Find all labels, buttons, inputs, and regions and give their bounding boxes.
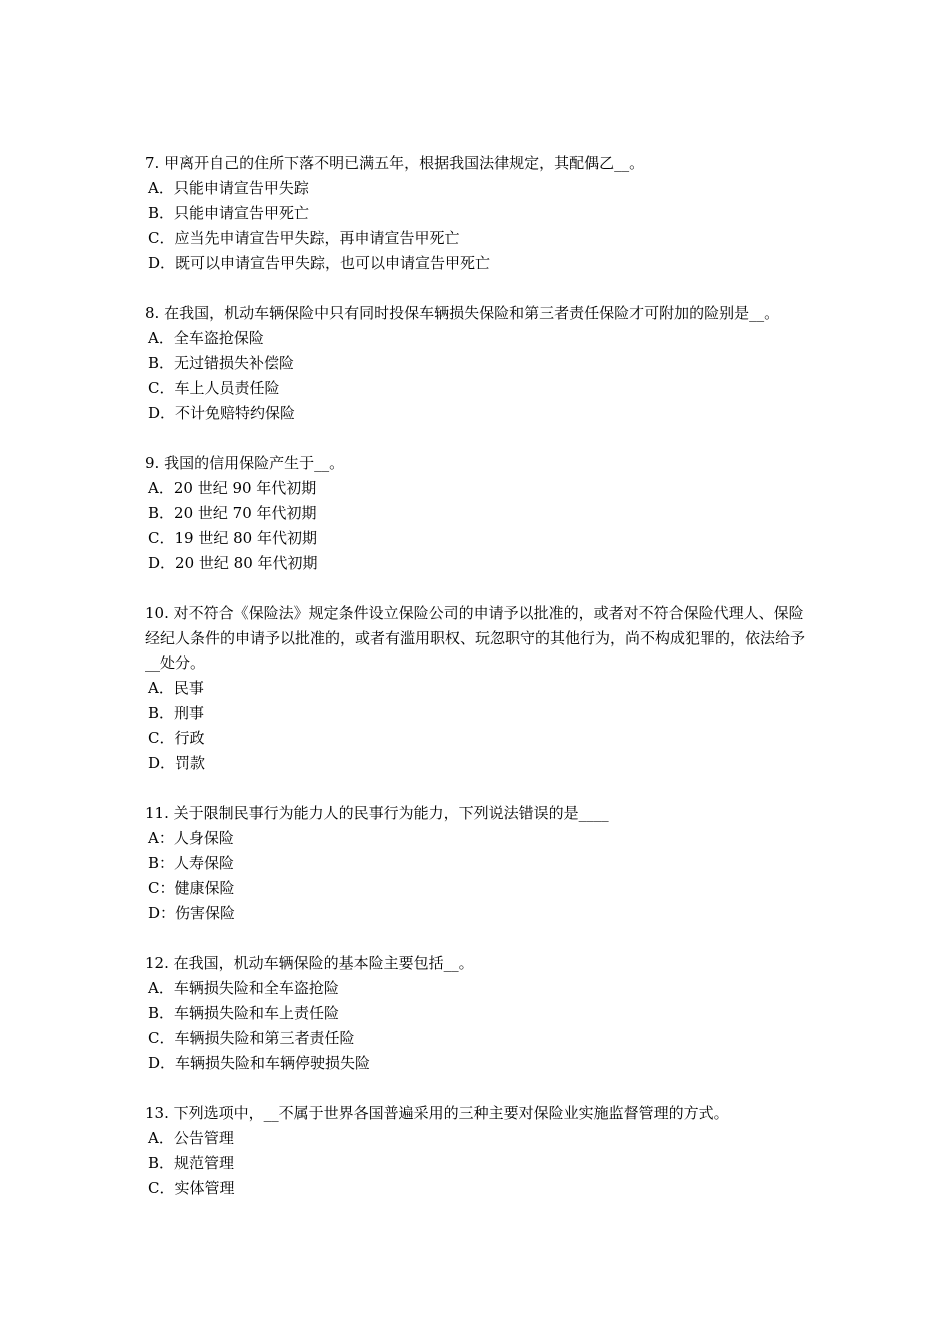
question-9 [145,451,815,576]
question-7 [145,151,815,276]
option-a: A．只能申请宣告甲失踪 [148,179,309,197]
option-c: C．实体管理 [148,1179,235,1197]
option-d: D．车辆损失险和车辆停驶损失险 [148,1054,371,1072]
question-stem: 10. 对不符合《保险法》规定条件设立保险公司的申请予以批准的，或者对不符合保险代理人、保险经纪人条件的申请予以批准的，或者有滥用职权、玩忽职守的其他行为，尚不构成犯罪的，依法给予__处分。 [145,604,806,672]
option-d: D：伤害保险 [148,904,236,922]
option-b: B．刑事 [148,704,205,722]
question-11 [145,801,815,926]
option-c: C．行政 [148,729,205,747]
option-c: C．车上人员责任险 [148,379,280,397]
question-10 [145,601,815,776]
option-c: C：健康保险 [148,879,235,897]
option-c: C．19 世纪 80 年代初期 [148,529,317,547]
option-b: B．20 世纪 70 年代初期 [148,504,317,522]
question-13 [145,1101,815,1201]
option-d: D．既可以申请宣告甲失踪，也可以申请宣告甲死亡 [148,254,491,272]
question-stem: 11. 关于限制民事行为能力人的民事行为能力，下列说法错误的是____ [145,804,609,822]
option-b: B．无过错损失补偿险 [148,354,295,372]
option-d: D．不计免赔特约保险 [148,404,296,422]
document-page [145,151,815,1226]
option-a: A．全车盗抢保险 [148,329,264,347]
question-12 [145,951,815,1076]
option-d: D．20 世纪 80 年代初期 [148,554,318,572]
option-c: C．车辆损失险和第三者责任险 [148,1029,355,1047]
option-a: A．公告管理 [148,1129,234,1147]
option-a: A．车辆损失险和全车盗抢险 [148,979,339,997]
option-b: B：人寿保险 [148,854,235,872]
option-a: A．20 世纪 90 年代初期 [148,479,317,497]
option-d: D．罚款 [148,754,206,772]
question-8 [145,301,815,426]
question-stem: 8. 在我国，机动车辆保险中只有同时投保车辆损失保险和第三者责任保险才可附加的险别是__。 [145,304,780,322]
question-stem: 7. 甲离开自己的住所下落不明已满五年，根据我国法律规定，其配偶乙__。 [145,154,645,172]
question-stem: 12. 在我国，机动车辆保险的基本险主要包括__。 [145,954,474,972]
question-stem: 9. 我国的信用保险产生于__。 [145,454,345,472]
option-a: A．民事 [148,679,204,697]
option-b: B．车辆损失险和车上责任险 [148,1004,340,1022]
option-b: B．规范管理 [148,1154,235,1172]
option-c: C．应当先申请宣告甲失踪，再申请宣告甲死亡 [148,229,460,247]
option-b: B．只能申请宣告甲死亡 [148,204,310,222]
question-stem: 13. 下列选项中，__不属于世界各国普遍采用的三种主要对保险业实施监督管理的方式。 [145,1104,729,1122]
option-a: A：人身保险 [148,829,234,847]
